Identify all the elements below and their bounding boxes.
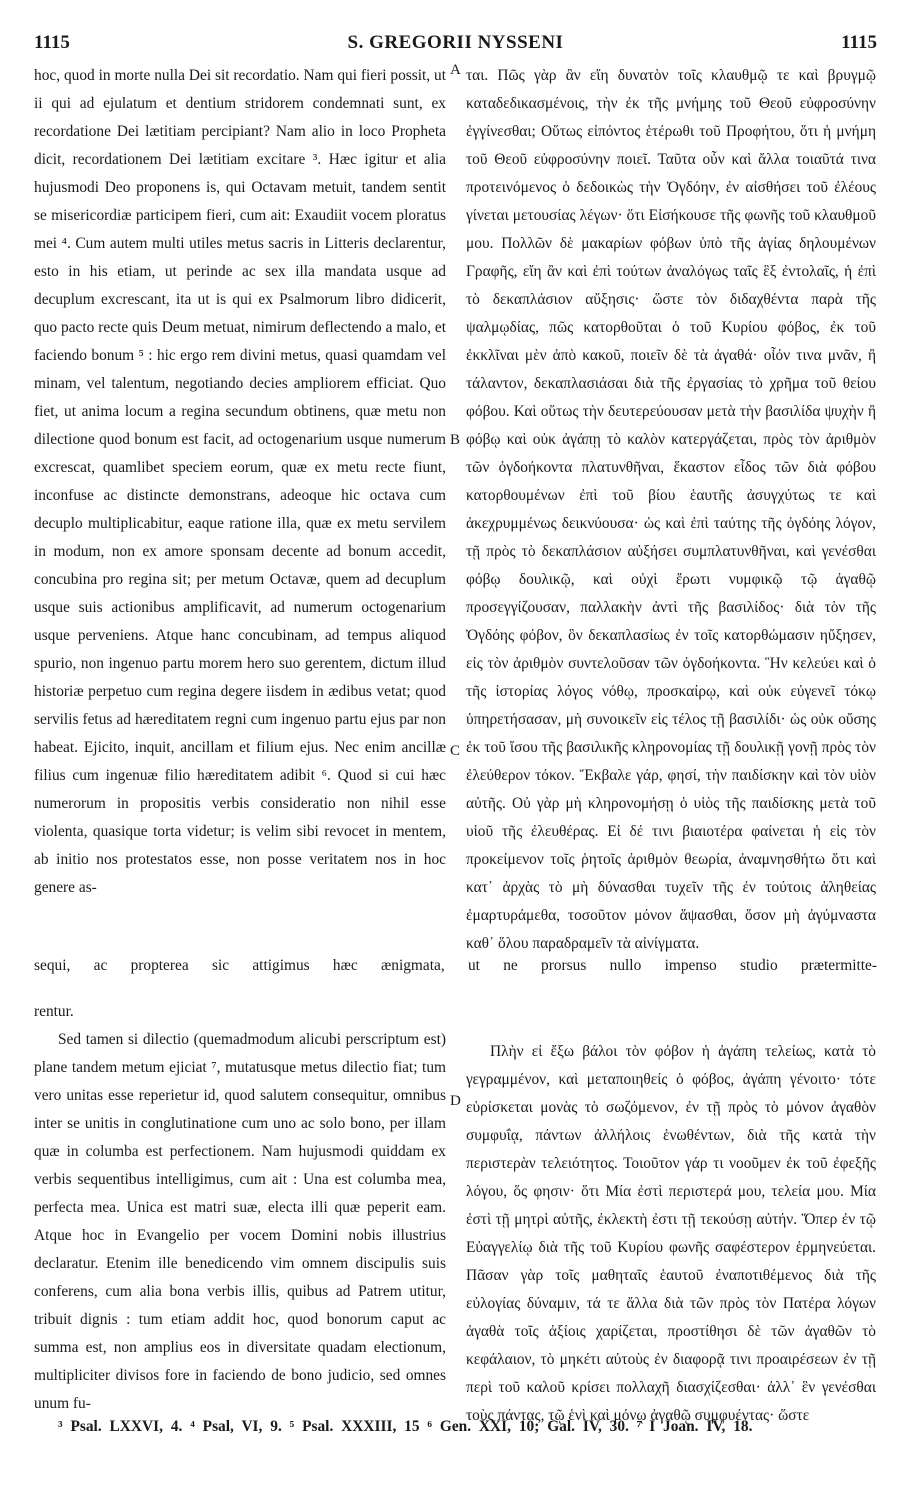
margin-marker-a: A bbox=[450, 62, 461, 78]
margin-marker-d: D bbox=[450, 1093, 461, 1109]
running-title: S. GREGORII NYSSENI bbox=[347, 32, 564, 53]
margin-marker-c: C bbox=[450, 743, 461, 759]
latin-column-upper bbox=[34, 62, 446, 902]
page-number-right: 1115 bbox=[841, 32, 877, 53]
latin-column-lower bbox=[34, 998, 446, 1418]
latin-continuation: rentur. bbox=[34, 1003, 74, 1020]
latin-paragraph-2: Sed tamen si dilectio (quemadmodum alicubi perscriptum est) plane tandem metum ejiciat ⁷, mutatusque metus dilectio fiat; tum vero unitas esse reperietur id, quod salutem consequitur, omnibus inter se unitis in conglutinatione cum uno ac solo bono, per illam quæ in columba est perfectionem. Nam hujusmodi quiddam ex verbis sequentibus intelligimus, cum ait : Una est columba mea, perfecta mea. Unica est matri suæ, electa illi quæ peperit eam. Atque hoc in Evangelio per vocem Domini nobis illustrius declaratur. Etenim ille benedicendo vim omnem discipulis suis conferens, cum alia bona verbis illis, quibus ad Patrem utitur, tribuit dignis : tum etiam addit hoc, quod bonorum caput ac summa est, non amplius eos in diversitate quadam electionum, multipliciter divisos fore in faciendo de bono judicio, sed omnes unum fu- bbox=[34, 1031, 446, 1412]
footnotes: ³ Psal. LXXVI, 4. ⁴ Psal, VI, 9. ⁵ Psal. XXXIII, 15 ⁶ Gen. XXI, 10; Gal. IV, 30. ⁷ I Joan. IV, 18. bbox=[58, 1418, 753, 1435]
greek-column-upper bbox=[466, 62, 876, 958]
greek-column-lower bbox=[466, 1038, 876, 1430]
latin-spanning-line: sequi, ac propterea sic attigimus hæc ænigmata, ut ne prorsus nullo impenso studio prætermitte- bbox=[34, 957, 877, 974]
latin-paragraph-1: hoc, quod in morte nulla Dei sit recordatio. Nam qui fieri possit, ut ii qui ad ejulatum et dentium stridorem condemnati sunt, ex recordatione Dei lætitiam percipiant? Nam alio in loco Propheta dicit, recordationem Dei lætitiam excitare ³. Hæc igitur et alia hujusmodi Deo proponens is, qui Octavam metuit, tandem sentit se misericordiæ participem fieri, cum ait: Exaudiit vocem ploratus mei ⁴. Cum autem multi utiles metus sacris in Litteris declarentur, esto in his etiam, ut perinde ac sex illa mandata usque ad decuplum excrescant, ita ut is qui ex Psalmorum libro didicerit, quo pacto recte quis Deum metuat, nimirum deflectendo a malo, et faciendo bonum ⁵ : hic ergo rem divini metus, quasi quamdam vel minam, vel talentum, negotiando decies ampliorem efficiat. Quo fiet, ut anima locum a regina secundum obtinens, quæ metu non dilectione quod bonum est facit, ad octogenarium usque numerum excrescat, quamlibet speciem eorum, quæ ex metu recte fiunt, inconfuse ac distincte demonstrans, adeoque hic octava cum decuplo multiplicabitur, eaque ratione illa, quæ ex metu servilem in modum, non ex amore sponsam decente ad bonum accedit, concubina pro regina sit; per metum Octavæ, quem ad decuplum usque suis actionibus amplificavit, ad numerum octogenarium usque perveniens. Atque hanc concubinam, ad tempus aliquod spurio, non ingenuo partu morem hero suo gerentem, dictum illud historiæ perpetuo cum regina degere iisdem in ædibus vetat; quod servilis fetus ad hæreditatem regni cum ingenuo partu ejus par non habeat. Ejicito, inquit, ancillam et filium ejus. Nec enim ancillæ filius cum ingenuæ filio hæreditatem adibit ⁶. Quod si cui hæc numerorum in propositis verbis consideratio non nihil esse violenta, quasique torta videtur; is velim sibi revocet in mentem, ab initio nos protestatos esse, non posse veritatem nos in hoc genere as- bbox=[34, 67, 446, 896]
greek-paragraph-1: ται. Πῶς γὰρ ἂν εἴη δυνατὸν τοῖς κλαυθμῷ τε καὶ βρυγμῷ καταδεδικασμένοις, τὴν ἐκ τῆς μνήμης τοῦ Θεοῦ εὐφροσύνην ἐγγίνεσθαι; Οὕτως εἰπόντος ἑτέρωθι τοῦ Προφήτου, ὅτι ἡ μνήμη τοῦ Θεοῦ εὐφροσύνην ποιεῖ. Ταῦτα οὖν καὶ ἄλλα τοιαῦτά τινα προτεινόμενος ὁ δεδοικὼς τὴν Ὀγδόην, ἐν αἰσθήσει τοῦ ἐλέους γίνεται μετουσίας λέγων· ὅτι Εἰσήκουσε τῆς φωνῆς τοῦ κλαυθμοῦ μου. Πολλῶν δὲ μακαρίων φόβων ὑπὸ τῆς ἁγίας δηλουμένων Γραφῆς, εἴη ἂν καὶ ἐπὶ τούτων ἀναλόγως ταῖς ἓξ ἐντολαῖς, ἡ ἐπὶ τὸ δεκαπλάσιον αὔξησις· ὥστε τὸν διδαχθέντα παρὰ τῆς ψαλμῳδίας, πῶς κατορθοῦται ὁ τοῦ Κυρίου φόβος, ἐκ τοῦ ἐκκλῖναι μὲν ἀπὸ κακοῦ, ποιεῖν δὲ τὰ ἀγαθά· οἷόν τινα μνᾶν, ἢ τάλαντον, δεκαπλασιάσαι διὰ τῆς ἐργασίας τὸ χρῆμα τοῦ θείου φόβου. Καὶ οὕτως τὴν δευτερεύουσαν μετὰ τὴν βασιλίδα ψυχὴν ἢ φόβῳ καὶ οὐκ ἀγάπῃ τὸ καλὸν κατεργάζεται, πρὸς τὸν ἀριθμὸν τῶν ὀγδοήκοντα πλατυνθῆναι, ἕκαστον εἶδος τῶν διὰ φόβου κατορθουμένων ἐπὶ τοῦ βίου ἑαυτῆς ἀσυγχύτως τε καὶ ἀκεχρυμμένως δεικνύουσα· ὡς καὶ ἐπὶ ταύτης τῆς ὀγδόης λόγον, τῇ πρὸς τὸ δεκαπλάσιον αὐξήσει συμπλατυνθῆναι, καὶ γενέσθαι φόβῳ δουλικῷ, καὶ οὐχὶ ἔρωτι νυμφικῷ τῷ ἀγαθῷ προσεγγίζουσαν, παλλακὴν ἀντὶ τῆς βασιλίδος· διὰ τὸν τῆς Ὀγδόης φόβον, ὃν δεκαπλασίως ἐν τοῖς κατορθώμασιν ηὔξησεν, εἰς τὸν ἀριθμὸν συντελοῦσαν τῶν ὀγδοήκοντα. Ἣν κελεύει καὶ ὁ τῆς ἱστορίας λόγος νόθῳ, προσκαίρῳ, καὶ οὐκ εὐγενεῖ τόκῳ ὑπηρετήσασαν, μὴ συνοικεῖν εἰς τέλος τῇ βασιλίδι· ὡς οὐκ οὔσης ἐκ τοῦ ἴσου τῆς βασιλικῆς κληρονομίας τῇ δουλικῇ γονῇ πρὸς τὸν ἐλεύθερον τόκον. Ἔκβαλε γάρ, φησί, τὴν παιδίσκην καὶ τὸν υἱὸν αὐτῆς. Οὐ γὰρ μὴ κληρονομήσῃ ὁ υἱὸς τῆς παιδίσκης μετὰ τοῦ υἱοῦ τῆς ἐλευθέρας. Εἰ δέ τινι βιαιοτέρα φαίνεται ἡ εἰς τὸν προκείμενον τοῖς ῥητοῖς ἀριθμὸν θεωρία, ἀναμνησθήτω ὅτι καὶ κατ᾽ ἀρχὰς τὸ μὴ δύνασθαι τυχεῖν τῆς ἐν τούτοις ἀληθείας ἐμαρτυράμεθα, τοσοῦτον μόνον ἅψασθαι, ὅσον μὴ ἀγύμναστα καθ᾽ ὅλου παραδραμεῖν τὰ αἰνίγματα. bbox=[466, 67, 876, 952]
page-number-left: 1115 bbox=[34, 32, 70, 53]
margin-marker-b: B bbox=[450, 432, 461, 448]
page-header bbox=[34, 32, 877, 62]
greek-paragraph-2: Πλὴν εἰ ἔξω βάλοι τὸν φόβον ἡ ἀγάπη τελείως, κατὰ τὸ γεγραμμένον, καὶ μεταποιηθείς ὁ φόβος, ἀγάπη γένοιτο· τότε εὑρίσκεται μονὰς τὸ σωζόμενον, ἐν τῇ πρὸς τὸ μόνον ἀγαθὸν συμφυΐᾳ, πάντων ἀλλήλοις ἑνωθέντων, διὰ τῆς κατὰ τὴν περιστερὰν τελειότητος. Τοιοῦτον γάρ τι νοοῦμεν ἐκ τοῦ ἐφεξῆς λόγου, ὅς φησιν· ὅτι Μία ἐστὶ περιστερά μου, τελεία μου. Μία ἐστὶ τῇ μητρὶ αὐτῆς, ἐκλεκτὴ ἐστι τῇ τεκούσῃ αὐτήν. Ὅπερ ἐν τῷ Εὐαγγελίῳ διὰ τῆς τοῦ Κυρίου φωνῆς σαφέστερον ἑρμηνεύεται. Πᾶσαν γὰρ τοῖς μαθηταῖς ἑαυτοῦ ἐναποτιθέμενος διὰ τῆς εὐλογίας δύναμιν, τά τε ἄλλα διὰ τῶν πρὸς τὸν Πατέρα λόγων ἀγαθὰ τοῖς ἀξίοις χαρίζεται, προστίθησι δὲ τῶν ἀγαθῶν τὸ κεφάλαιον, τὸ μηκέτι αὐτοὺς ἐν διαφορᾷ τινι προαιρέσεων ἐν τῇ περὶ τοῦ καλοῦ κρίσει πολλαχῆ διασχίζεσθαι· ἀλλ᾽ ἓν γενέσθαι τοὺς πάντας, τῷ ἑνὶ καὶ μόνῳ ἀγαθῷ συμφυέντας· ὥστε bbox=[466, 1043, 876, 1424]
